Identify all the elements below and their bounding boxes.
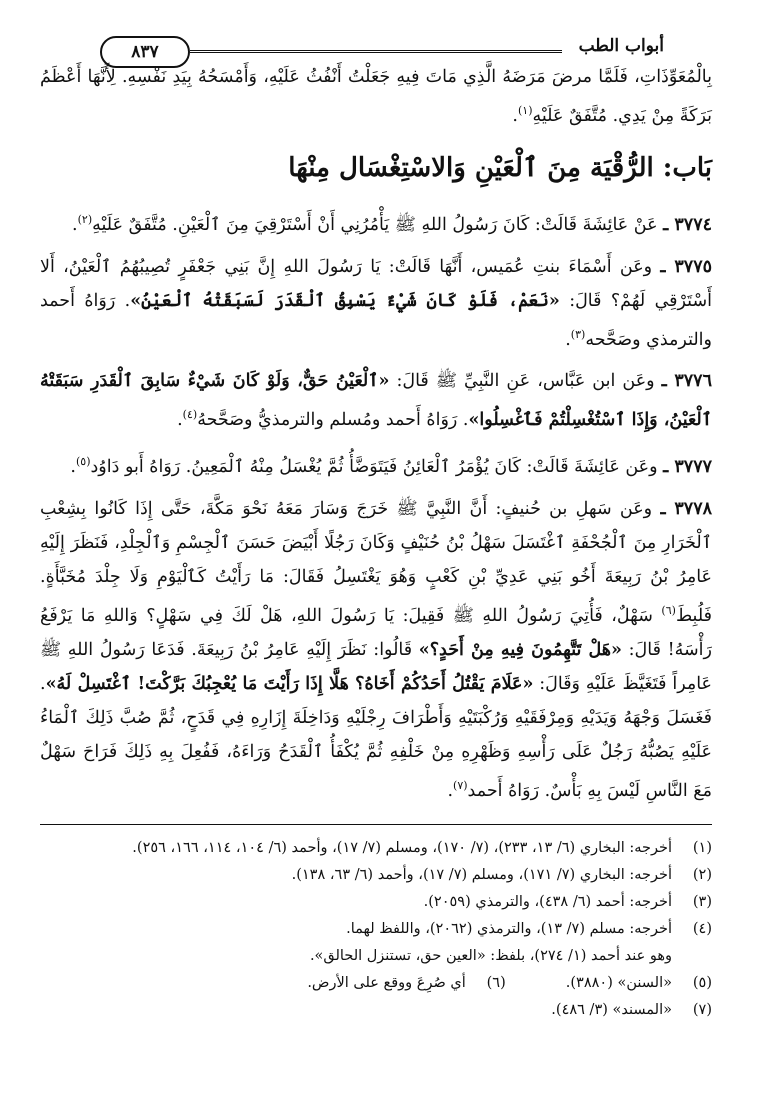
footnote-2 — [40, 862, 712, 889]
footnote-number: (٥) — [692, 974, 712, 991]
footnote-row-5-6 — [40, 970, 712, 997]
footnote-number: (٤) — [692, 920, 712, 937]
footnote-text: أي صُرِعَ ووقع على الأرض. — [307, 974, 466, 991]
hadith-3775: ٣٧٧٥ ـ وعَن أَسْمَاءَ بنتِ عُمَيس، أَنَّهَا قَالَتْ: يَا رَسُولَ اللهِ إِنَّ بَنِي جَعْفَرٍ تُصِيبُهُمُ ٱلْعَيْنُ، أَلا أَسْتَرْقِي لَهُمْ؟ قَالَ: «نَعَمْ، فَلَوْ كَانَ شَيْءٌ يَسْبِقُ ٱلْقَدَرَ لَسَبَقَتْهُ ٱلْعَيْنُ». رَوَاهُ أَحمد والترمذي وصَحَّحه$^{(٣)}$. — [40, 256, 712, 350]
hadith-text: . فَغَسَلَ وَجْهَهُ وَيَدَيْهِ وَمِرْفَقَيْهِ وَرُكْبَتَيْهِ وَأَطْرَافَ رِجْلَيْهِ وَدَاخِلَةَ إِزَارِهِ فِي قَدَحٍ، ثُمَّ صُبَّ ذَلِكَ ٱلْمَاءُ عَلَيْهِ يَصُبُّهُ رَجُلٌ عَلَى رَأْسِهِ وَظَهْرِهِ مِنْ خَلْفِهِ ثُمَّ يُكْفَأُ ٱلْقَدَحُ وَرَاءَهُ، فَفُعِلَ بِهِ ذَلِكَ فَرَاحَ سَهْلٌ مَعَ النَّاسِ لَيْسَ بِهِ بَأْسٌ. رَوَاهُ أَحمد — [40, 673, 712, 801]
hadith-text: وعَن ابن عَبَّاس، عَنِ النَّبِيِّ ﷺ قَالَ: — [396, 371, 655, 392]
hadith-text: قَالُوا: نَظَرَ إِلَيْهِ عَامِرُ بْنُ رَبِيعَةَ. فَدَعَا رَسُولُ اللهِ ﷺ عَامِراً فَتَغَيَّظَ عَلَيْهِ وَقَالَ: — [40, 639, 712, 694]
footnote-ref: (٥) — [75, 455, 91, 469]
main-text — [40, 60, 712, 808]
hadith-3774: ٣٧٧٤ ـ عَنْ عَائِشَةَ قَالَتْ: كَانَ رَسُولُ اللهِ ﷺ يَأْمُرُنِي أَنْ أَسْتَرْقِيَ مِنَ ٱلْعَيْنِ. مُتَّفَقٌ عَلَيْهِ$^{(٢)}$. — [72, 212, 712, 235]
chapter-title: بَاب: الرُّقْيَة مِنَ ٱلْعَيْنِ وَالاسْتِغْسَال مِنْهَا — [288, 152, 712, 183]
footnote-text: «السنن» (٣٨٨٠). — [565, 974, 672, 991]
footnote-ref: (٤) — [182, 408, 198, 422]
running-title: أبواب الطب — [578, 36, 664, 56]
hadith-number: ٣٧٧٨ ـ — [660, 499, 712, 520]
footnote-ref: (٣) — [570, 327, 586, 341]
footnote-text: أخرجه: البخاري (٧/ ١٧١)، ومسلم (٧/ ١٧)، وأحمد (٦/ ٦٣، ١٣٨). — [291, 866, 672, 883]
hadith-text: . رَوَاهُ أَحمد ومُسلم والترمذيُّ وصَحَّحهُ — [197, 410, 469, 431]
hadith-number: ٣٧٧٧ ـ — [663, 457, 712, 478]
footnote-5 — [566, 970, 712, 997]
hadith-3778: ٣٧٧٨ ـ وعَن سَهلِ بن حُنيفٍ: أَنَّ النَّبِيَّ ﷺ خَرَجَ وَسَارَ مَعَهُ نَحْوَ مَكَّةَ، حَتَّى إِذَا كَانُوا بِشِعْبِ ٱلْخَرَارِ مِنَ ٱلْجُحْفَةِ ٱغْتَسَلَ سَهْلُ بْنُ حُنَيْفٍ وَكَانَ رَجُلًا أَبْيَضَ حَسَنَ ٱلْجِسْمِ وَٱلْجِلْدِ، فَنَظَرَ إِلَيْهِ عَامِرُ بْنُ رَبِيعَةَ أَخُو بَنِي عَدِيِّ بْنِ كَعْبٍ وَهُوَ يَغْتَسِلُ فَقَالَ: مَا رَأَيْتُ كَٱلْيَوْمِ وَلَا جِلْدَ مُخَبَّأَةٍ. فَلُبِطَ$^{(٦)}$ سَهْلٌ، فَأُتِيَ رَسُولُ اللهِ ﷺ فَقِيلَ: يَا رَسُولَ اللهِ، هَلْ لَكَ فِي سَهْلٍ؟ وَاللهِ مَا يَرْفَعُ رَأْسَهُ! قَالَ: «هَلْ تَتَّهِمُونَ فِيهِ مِنْ أَحَدٍ؟» قَالُوا: نَظَرَ إِلَيْهِ عَامِرُ بْنُ رَبِيعَةَ. فَدَعَا رَسُولُ اللهِ ﷺ عَامِراً فَتَغَيَّظَ عَلَيْهِ وَقَالَ: «عَلَامَ يَقْتُلُ أَحَدُكُمْ أَخَاهُ؟ هَلَّا إِذَا رَأَيْتَ مَا يُعْجِبُكَ بَرَّكْتَ! ٱغْتَسِلْ لَهُ». فَغَسَلَ وَجْهَهُ وَيَدَيْهِ وَمِرْفَقَيْهِ وَرُكْبَتَيْهِ وَأَطْرَافَ رِجْلَيْهِ وَدَاخِلَةَ إِزَارِهِ فِي قَدَحٍ، ثُمَّ صُبَّ ذَلِكَ ٱلْمَاءُ عَلَيْهِ يَصُبُّهُ رَجُلٌ عَلَى رَأْسِهِ وَظَهْرِهِ مِنْ خَلْفِهِ ثُمَّ يُكْفَأُ ٱلْقَدَحُ وَرَاءَهُ، فَفُعِلَ بِهِ ذَلِكَ فَرَاحَ سَهْلٌ مَعَ النَّاسِ لَيْسَ بِهِ بَأْسٌ. رَوَاهُ أَحمد$^{(٧)}$. — [40, 499, 712, 801]
hadith-number: ٣٧٧٦ ـ — [661, 371, 712, 392]
footnote-number: (٢) — [692, 866, 712, 883]
footnote-number: (٣) — [692, 893, 712, 910]
hadith-text: عَنْ عَائِشَةَ قَالَتْ: كَانَ رَسُولُ اللهِ ﷺ يَأْمُرُنِي أَنْ أَسْتَرْقِيَ مِنَ ٱلْعَيْنِ. مُتَّفَقٌ عَلَيْهِ — [92, 214, 658, 235]
hadith-3777: ٣٧٧٧ ـ وعَن عَائِشَةَ قَالَتْ: كَانَ يُؤْمَرُ ٱلْعَائِنُ فَيَتَوَضَّأُ ثُمَّ يُغْسَلُ مِنْهُ ٱلْمَعِينُ. رَوَاهُ أَبو دَاوُد$^{(٥)}$. — [70, 455, 712, 478]
intro-text: بِالْمُعَوِّذَاتِ، فَلَمَّا مرضَ مَرَضَهُ الَّذِي مَاتَ فِيهِ جَعَلْتُ أَنْفُثُ عَلَيْهِ، وَأَمْسَحُهُ بِيَدِ نَفْسِهِ. لِأَنَّهَا أَعْظَمُ بَرَكَةً مِنْ يَدِي. مُتَّفَقٌ عَلَيْهِ — [40, 67, 712, 126]
hadith-text: وعَن سَهلِ بن حُنيفٍ: أَنَّ النَّبِيَّ ﷺ خَرَجَ وَسَارَ مَعَهُ نَحْوَ مَكَّةَ، حَتَّى إِذَا كَانُوا بِشِعْبِ ٱلْخَرَارِ مِنَ ٱلْجُحْفَةِ ٱغْتَسَلَ سَهْلُ بْنُ حُنَيْفٍ وَكَانَ رَجُلًا أَبْيَضَ حَسَنَ ٱلْجِسْمِ وَٱلْجِلْدِ، فَنَظَرَ إِلَيْهِ عَامِرُ بْنُ رَبِيعَةَ أَخُو بَنِي عَدِيِّ بْنِ كَعْبٍ وَهُوَ يَغْتَسِلُ فَقَالَ: مَا رَأَيْتُ كَٱلْيَوْمِ وَلَا جِلْدَ مُخَبَّأَةٍ. فَلُبِطَ — [40, 499, 712, 626]
prophetic-saying: «هَلْ تَتَّهِمُونَ فِيهِ مِنْ أَحَدٍ؟» — [418, 639, 622, 660]
prophetic-saying: «نَعَمْ، فَلَوْ كَانَ شَيْءٌ يَسْبِقُ ٱلْقَدَرَ لَسَبَقَتْهُ ٱلْعَيْنُ» — [130, 290, 560, 311]
footnote-text: «المسند» (٣/ ٤٨٦). — [551, 1001, 672, 1018]
prophetic-saying: «عَلَامَ يَقْتُلُ أَحَدُكُمْ أَخَاهُ؟ هَلَّا إِذَا رَأَيْتَ مَا يُعْجِبُكَ بَرَّكْتَ! ٱغْتَسِلْ لَهُ» — [45, 673, 534, 694]
footnote-text: أخرجه: البخاري (٦/ ١٣، ٢٣٣)، (٧/ ١٧٠)، ومسلم (٧/ ١٧)، وأحمد (٦/ ١٠٤، ١١٤، ١٦٦، ٢٥٦). — [132, 839, 672, 856]
hadith-text: وعَن عَائِشَةَ قَالَتْ: كَانَ يُؤْمَرُ ٱلْعَائِنُ فَيَتَوَضَّأُ ثُمَّ يُغْسَلُ مِنْهُ ٱلْمَعِينُ. رَوَاهُ أَبو دَاوُد — [90, 457, 658, 478]
footnote-text: أخرجه: مسلم (٧/ ١٣)، والترمذي (٢٠٦٢)، واللفظ لهما. — [346, 920, 672, 937]
prophetic-saying: «ٱلْعَيْنُ حَقٌّ، وَلَوْ كَانَ شَيْءٌ سَابِقَ ٱلْقَدَرِ سَبَقَتْهُ ٱلْعَيْنُ، وَإِذَا ٱسْتُغْسِلْتُمْ فَٱغْسِلُوا» — [40, 371, 712, 431]
hadith-number: ٣٧٧٥ ـ — [660, 256, 712, 277]
footnote-ref: (١) — [517, 104, 533, 117]
hadith-text: سَهْلٌ، فَأُتِيَ رَسُولُ اللهِ ﷺ فَقِيلَ: يَا رَسُولَ اللهِ، هَلْ لَكَ فِي سَهْلٍ؟ وَاللهِ مَا يَرْفَعُ رَأْسَهُ! قَالَ: — [40, 605, 712, 660]
footnote-4-continued — [40, 943, 712, 970]
footnote-text: أخرجه: أحمد (٦/ ٤٣٨)، والترمذي (٢٠٥٩). — [423, 893, 672, 910]
hadith-3776: ٣٧٧٦ ـ وعَن ابن عَبَّاس، عَنِ النَّبِيِّ ﷺ قَالَ: «ٱلْعَيْنُ حَقٌّ، وَلَوْ كَانَ شَيْءٌ سَابِقَ ٱلْقَدَرِ سَبَقَتْهُ ٱلْعَيْنُ، وَإِذَا ٱسْتُغْسِلْتُمْ فَٱغْسِلُوا». رَوَاهُ أَحمد ومُسلم والترمذيُّ وصَحَّحهُ$^{(٤)}$. — [40, 371, 712, 431]
page-header — [40, 0, 712, 60]
footnote-number: (٧) — [692, 1001, 712, 1018]
hadith-number: ٣٧٧٤ ـ — [663, 214, 712, 235]
hadith-text: وعَن أَسْمَاءَ بنتِ عُمَيس، أَنَّهَا قَالَتْ: يَا رَسُولَ اللهِ إِنَّ بَنِي جَعْفَرٍ تُصِيبُهُمُ ٱلْعَيْنُ، أَلا أَسْتَرْقِي لَهُمْ؟ قَالَ: — [40, 256, 712, 311]
footnote-ref: (٢) — [77, 212, 93, 226]
hadith-text: . رَوَاهُ أَحمد والترمذي وصَحَّحه — [40, 290, 712, 350]
footnote-ref: (٧) — [453, 778, 468, 792]
footnote-6 — [307, 970, 505, 997]
footnotes — [40, 835, 712, 1024]
footnote-divider — [40, 824, 712, 825]
footnote-text: وهو عند أحمد (١/ ٢٧٤)، بلفظ: «العين حق، تستنزل الحالق». — [309, 947, 672, 964]
footnote-3 — [40, 889, 712, 916]
intro-paragraph: بِالْمُعَوِّذَاتِ، فَلَمَّا مرضَ مَرَضَهُ الَّذِي مَاتَ فِيهِ جَعَلْتُ أَنْفُثُ عَلَيْهِ، وَأَمْسَحُهُ بِيَدِ نَفْسِهِ. لِأَنَّهَا أَعْظَمُ بَرَكَةً مِنْ يَدِي. مُتَّفَقٌ عَلَيْهِ$^{(١)}$. — [40, 67, 712, 126]
footnote-4 — [40, 916, 712, 943]
footnote-7 — [40, 997, 712, 1024]
footnote-number: (٦) — [486, 974, 506, 991]
footnote-number: (١) — [692, 839, 712, 856]
footnote-ref: (٦) — [661, 604, 676, 618]
footnote-1 — [40, 835, 712, 862]
header-rule — [190, 50, 562, 56]
page-number: ٨٣٧ — [100, 36, 190, 68]
